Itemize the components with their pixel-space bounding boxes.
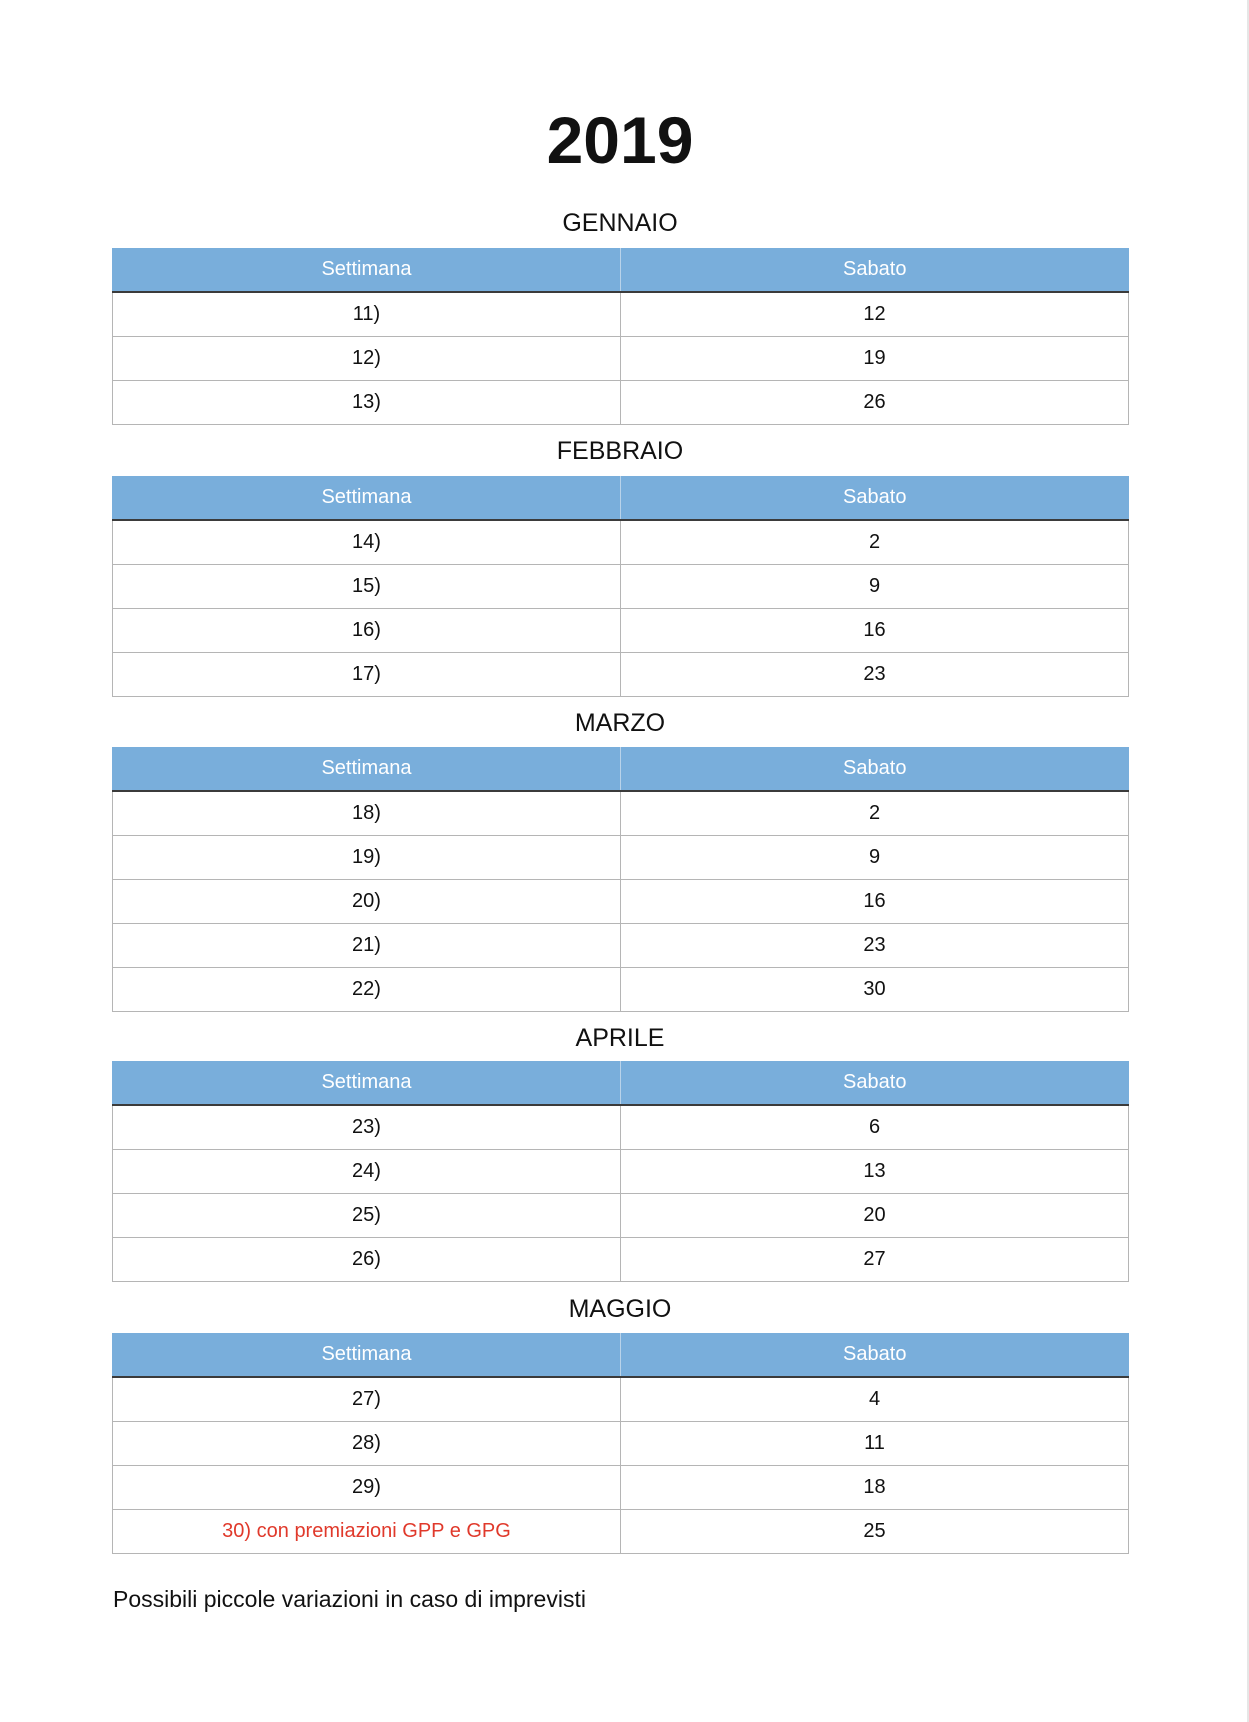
table-header-row bbox=[113, 476, 1129, 520]
week-cell: 13) bbox=[113, 381, 621, 425]
week-cell: 11) bbox=[113, 292, 621, 337]
table-row bbox=[113, 880, 1129, 924]
table-row bbox=[113, 1422, 1129, 1466]
month-heading-aprile: APRILE bbox=[575, 1024, 665, 1052]
month-heading-maggio: MAGGIO bbox=[568, 1295, 672, 1323]
table-row bbox=[113, 653, 1129, 697]
table-febbraio bbox=[112, 476, 1129, 697]
week-cell: 15) bbox=[113, 565, 621, 609]
column-header-week: Settimana bbox=[113, 476, 621, 520]
table-row bbox=[113, 381, 1129, 425]
month-heading-gennaio: GENNAIO bbox=[562, 209, 678, 237]
saturday-cell: 26 bbox=[621, 381, 1129, 425]
week-cell: 18) bbox=[113, 791, 621, 836]
table-row bbox=[113, 1238, 1129, 1282]
table-header-row bbox=[113, 747, 1129, 791]
week-cell: 26) bbox=[113, 1238, 621, 1282]
week-cell: 14) bbox=[113, 520, 621, 565]
table-row bbox=[113, 520, 1129, 565]
column-header-week: Settimana bbox=[113, 1061, 621, 1105]
saturday-cell: 23 bbox=[621, 653, 1129, 697]
saturday-cell: 20 bbox=[621, 1194, 1129, 1238]
table-aprile bbox=[112, 1061, 1129, 1282]
week-cell: 29) bbox=[113, 1466, 621, 1510]
column-header-saturday: Sabato bbox=[621, 1061, 1129, 1105]
saturday-cell: 9 bbox=[621, 565, 1129, 609]
footnote: Possibili piccole variazioni in caso di imprevisti bbox=[113, 1586, 586, 1612]
column-header-saturday: Sabato bbox=[621, 476, 1129, 520]
month-heading-febbraio: FEBBRAIO bbox=[556, 437, 684, 465]
table-row bbox=[113, 968, 1129, 1012]
column-header-week: Settimana bbox=[113, 747, 621, 791]
saturday-cell: 12 bbox=[621, 292, 1129, 337]
week-cell: 17) bbox=[113, 653, 621, 697]
table-row bbox=[113, 292, 1129, 337]
table-row bbox=[113, 1150, 1129, 1194]
saturday-cell: 2 bbox=[621, 520, 1129, 565]
table-row bbox=[113, 337, 1129, 381]
column-header-week: Settimana bbox=[113, 1333, 621, 1377]
week-cell: 27) bbox=[113, 1377, 621, 1422]
month-heading-marzo: MARZO bbox=[574, 709, 666, 737]
table-header-row bbox=[113, 1061, 1129, 1105]
column-header-week: Settimana bbox=[113, 248, 621, 292]
saturday-cell: 27 bbox=[621, 1238, 1129, 1282]
document-title: 2019 bbox=[546, 103, 694, 177]
week-cell: 24) bbox=[113, 1150, 621, 1194]
saturday-cell: 6 bbox=[621, 1105, 1129, 1150]
table-marzo bbox=[112, 747, 1129, 1012]
week-cell-awards: 30) con premiazioni GPP e GPG bbox=[113, 1510, 621, 1554]
table-row bbox=[113, 565, 1129, 609]
table-row bbox=[113, 1194, 1129, 1238]
saturday-cell: 19 bbox=[621, 337, 1129, 381]
week-cell: 20) bbox=[113, 880, 621, 924]
saturday-cell: 16 bbox=[621, 880, 1129, 924]
column-header-saturday: Sabato bbox=[621, 747, 1129, 791]
table-row bbox=[113, 1466, 1129, 1510]
week-cell: 25) bbox=[113, 1194, 621, 1238]
saturday-cell: 9 bbox=[621, 836, 1129, 880]
table-row bbox=[113, 791, 1129, 836]
saturday-cell: 25 bbox=[621, 1510, 1129, 1554]
week-cell: 22) bbox=[113, 968, 621, 1012]
table-gennaio bbox=[112, 248, 1129, 425]
table-header-row bbox=[113, 248, 1129, 292]
table-row bbox=[113, 924, 1129, 968]
table-row bbox=[113, 1510, 1129, 1554]
saturday-cell: 30 bbox=[621, 968, 1129, 1012]
table-row bbox=[113, 1105, 1129, 1150]
saturday-cell: 18 bbox=[621, 1466, 1129, 1510]
table-header-row bbox=[113, 1333, 1129, 1377]
week-cell: 12) bbox=[113, 337, 621, 381]
table-row bbox=[113, 1377, 1129, 1422]
saturday-cell: 4 bbox=[621, 1377, 1129, 1422]
week-cell: 16) bbox=[113, 609, 621, 653]
table-maggio bbox=[112, 1333, 1129, 1554]
saturday-cell: 11 bbox=[621, 1422, 1129, 1466]
table-row bbox=[113, 609, 1129, 653]
week-cell: 19) bbox=[113, 836, 621, 880]
week-cell: 23) bbox=[113, 1105, 621, 1150]
week-cell: 21) bbox=[113, 924, 621, 968]
column-header-saturday: Sabato bbox=[621, 1333, 1129, 1377]
table-row bbox=[113, 836, 1129, 880]
week-cell: 28) bbox=[113, 1422, 621, 1466]
saturday-cell: 23 bbox=[621, 924, 1129, 968]
column-header-saturday: Sabato bbox=[621, 248, 1129, 292]
saturday-cell: 13 bbox=[621, 1150, 1129, 1194]
saturday-cell: 16 bbox=[621, 609, 1129, 653]
saturday-cell: 2 bbox=[621, 791, 1129, 836]
